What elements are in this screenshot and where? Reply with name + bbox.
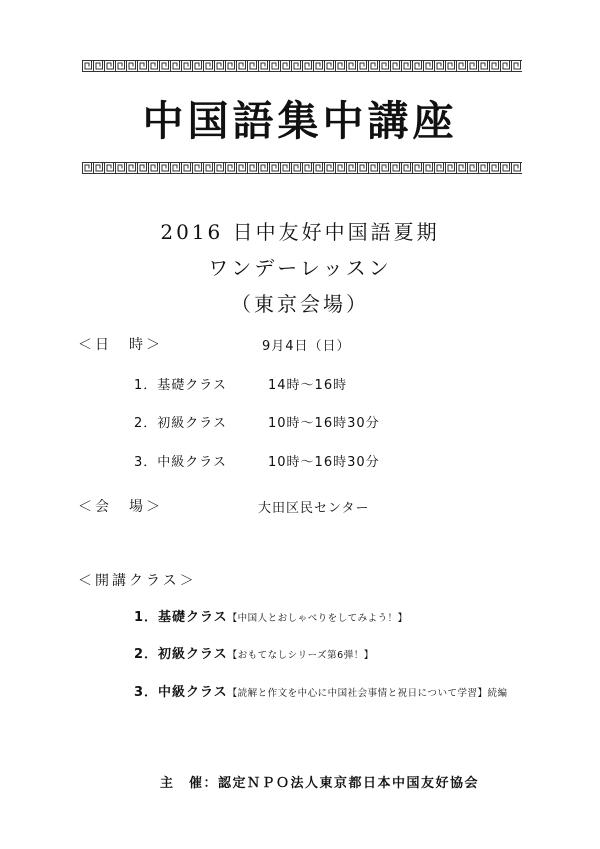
courses-label: ＜開講クラス＞ — [78, 573, 197, 589]
course-name: 2．初級クラス — [134, 647, 228, 662]
event-date: 9月4日（日） — [262, 339, 351, 354]
course-note: 【中国人とおしゃべりをしてみよう！】 — [227, 613, 408, 624]
subtitle-line-1: 2016 日中友好中国語夏期 — [160, 220, 440, 244]
schedule-class-time: 10時～16時30分 — [268, 416, 380, 431]
schedule-class-time: 14時～16時 — [268, 378, 348, 393]
course-item — [134, 643, 374, 662]
organizer: 主 催：認定ＮＰＯ法人東京都日本中国友好協会 — [160, 776, 480, 791]
course-item — [134, 606, 408, 625]
course-note: 【読解と作文を中心に中国社会事情と祝日について学習】 — [227, 688, 488, 699]
course-note: 【おもてなしシリーズ第6弾！】 — [227, 650, 374, 661]
subtitle-line-2: ワンデーレッスン — [208, 256, 392, 280]
schedule-class-time: 10時～16時30分 — [268, 455, 380, 470]
subtitle-line-3: （東京会場） — [231, 292, 369, 316]
decorative-border-top — [82, 60, 522, 72]
schedule-class-name: 1．基礎クラス — [134, 378, 227, 393]
schedule-class-name: 2．初級クラス — [134, 416, 227, 431]
schedule-class-name: 3．中級クラス — [134, 455, 227, 470]
venue-value: 大田区民センター — [258, 501, 370, 516]
course-name: 3．中級クラス — [134, 685, 228, 700]
decorative-border-bottom — [82, 162, 522, 174]
venue-label: ＜会 場＞ — [78, 499, 163, 515]
course-item — [134, 681, 507, 700]
datetime-label: ＜日 時＞ — [78, 337, 163, 353]
course-suffix: 続編 — [487, 688, 508, 699]
course-name: 1．基礎クラス — [134, 610, 228, 625]
main-title: 中国語集中講座 — [142, 97, 458, 145]
